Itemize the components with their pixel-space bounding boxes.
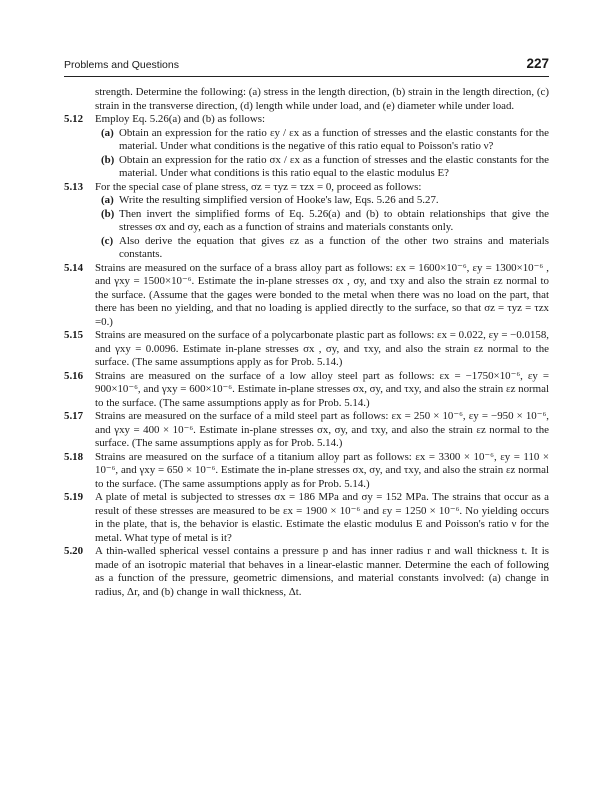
problem-5-19 [64, 491, 549, 545]
problem-text: For the special case of plane stress, σz = τyz = τzx = 0, proceed as follows: [95, 180, 422, 193]
problem-5-12 [64, 113, 549, 181]
running-header [64, 58, 549, 77]
problem-part [95, 208, 549, 235]
problem-5-15 [64, 329, 549, 370]
problem-text: A thin-walled spherical vessel contains a pressure p and has inner radius r and wall thickness t. It is made of an isotropic material that behaves in a linear-elastic manner. Determine the each of following as a function of the pressure, geometric dimensions, and material constants involved: (a) change in radius, Δr, and (b) change in wall thickness, Δt. [95, 545, 549, 598]
part-label: (b) [101, 207, 115, 220]
problem-number: 5.12 [64, 113, 84, 125]
problem-text: A plate of metal is subjected to stresses σx = 186 MPa and σy = 152 MPa. The strains that occur as a result of these stresses are measured to be εx = 1900 × 10⁻⁶ and εy = 1250 × 10⁻⁶. No yielding occurs in the plate, that is, the behavior is elastic. Estimate the elastic modulus E and Poisson's ratio ν for the metal. What type of metal is it? [95, 491, 549, 544]
problem-number: 5.15 [64, 329, 84, 341]
problem-5-20 [64, 545, 549, 599]
problem-part [95, 154, 549, 181]
problem-text: Strains are measured on the surface of a mild steel part as follows: εx = 250 × 10⁻⁶, εy = −950 × 10⁻⁶, and γxy = 400 × 10⁻⁶. Estimate in-plane stresses σx, σy, and τxy, and also the strain εz normal to the surface. (The same assumptions apply as for Prob. 5.14.) [95, 410, 549, 449]
problem-part [95, 127, 549, 154]
problem-part [95, 194, 549, 208]
problem-number: 5.19 [64, 491, 84, 503]
problem-5-17 [64, 410, 549, 451]
problem-text: Employ Eq. 5.26(a) and (b) as follows: [95, 113, 265, 125]
part-text: Then invert the simplified forms of Eq. 5.26(a) and (b) to obtain relationships that give the stresses σx and σy, each as a function of strains and materials constants only. [119, 207, 549, 233]
part-text: Also derive the equation that gives εz as a function of the other two strains and materials constants. [119, 234, 549, 260]
problem-number: 5.16 [64, 369, 84, 382]
problems-body [64, 86, 549, 599]
problem-text: Strains are measured on the surface of a polycarbonate plastic part as follows: εx = 0.022, εy = −0.0158, and γxy = 0.0096. Estimate in-plane stresses σx , σy, and τxy, and also the strain εz normal to the surface. (The same assumptions apply as for Prob. 5.14.) [95, 329, 549, 368]
problem-number: 5.14 [64, 261, 84, 274]
problem-number: 5.17 [64, 410, 84, 422]
problem-number: 5.13 [64, 180, 84, 193]
part-label: (a) [101, 194, 114, 206]
problem-5-18 [64, 451, 549, 492]
part-label: (c) [101, 234, 114, 247]
page-number: 227 [526, 56, 549, 71]
problem-text: Strains are measured on the surface of a brass alloy part as follows: εx = 1600×10⁻⁶, εy = 1300×10⁻⁶ , and γxy = 1500×10⁻⁶. Estimate the in-plane stresses σx , σy, and τxy and also the strain εz normal to the surface. (Assume that the gages were bonded to the metal when there was no load on the part, that there has been no yielding, and that no loading is applied directly to the surface, so that σz = τyz = τzx =0.) [95, 261, 549, 328]
problem-text: Strains are measured on the surface of a low alloy steel part as follows: εx = −1750×10⁻⁶, εy = 900×10⁻⁶, and γxy = 600×10⁻⁶. Estimate in-plane stresses σx, σy, and τxy, and also the strain εz normal to the surface. (The same assumptions apply as for Prob. 5.14.) [95, 369, 549, 409]
problem-5-13 [64, 181, 549, 262]
problem-part [95, 235, 549, 262]
problem-number: 5.20 [64, 545, 84, 557]
problem-5-14 [64, 262, 549, 330]
section-title: Problems and Questions [64, 59, 179, 71]
part-text: Obtain an expression for the ratio σx / εx as a function of stresses and the elastic constants for the material. Under what conditions is this ratio equal to the elastic modulus E? [119, 153, 549, 179]
part-text: Obtain an expression for the ratio εy / εx as a function of stresses and the elastic constants for the material. Under what conditions is the negative of this ratio equal to Poisson's ratio ν? [119, 126, 549, 152]
continued-paragraph: strength. Determine the following: (a) stress in the length direction, (b) strain in the length direction, (c) strain in the transverse direction, (d) length while under load, and (e) diameter while under load. [95, 86, 549, 112]
part-text: Write the resulting simplified version of Hooke's law, Eqs. 5.26 and 5.27. [119, 194, 439, 206]
problem-5-16 [64, 370, 549, 411]
problem-number: 5.18 [64, 450, 84, 463]
part-label: (b) [101, 153, 115, 166]
problem-text: Strains are measured on the surface of a titanium alloy part as follows: εx = 3300 × 10⁻⁶, εy = 110 × 10⁻⁶, and γxy = 650 × 10⁻⁶. Estimate the in-plane stresses σx, σy, and τxy, and also the strain εz normal to the surface. (The same assumptions apply as for Prob. 5.14.) [95, 450, 549, 490]
part-label: (a) [101, 126, 114, 139]
